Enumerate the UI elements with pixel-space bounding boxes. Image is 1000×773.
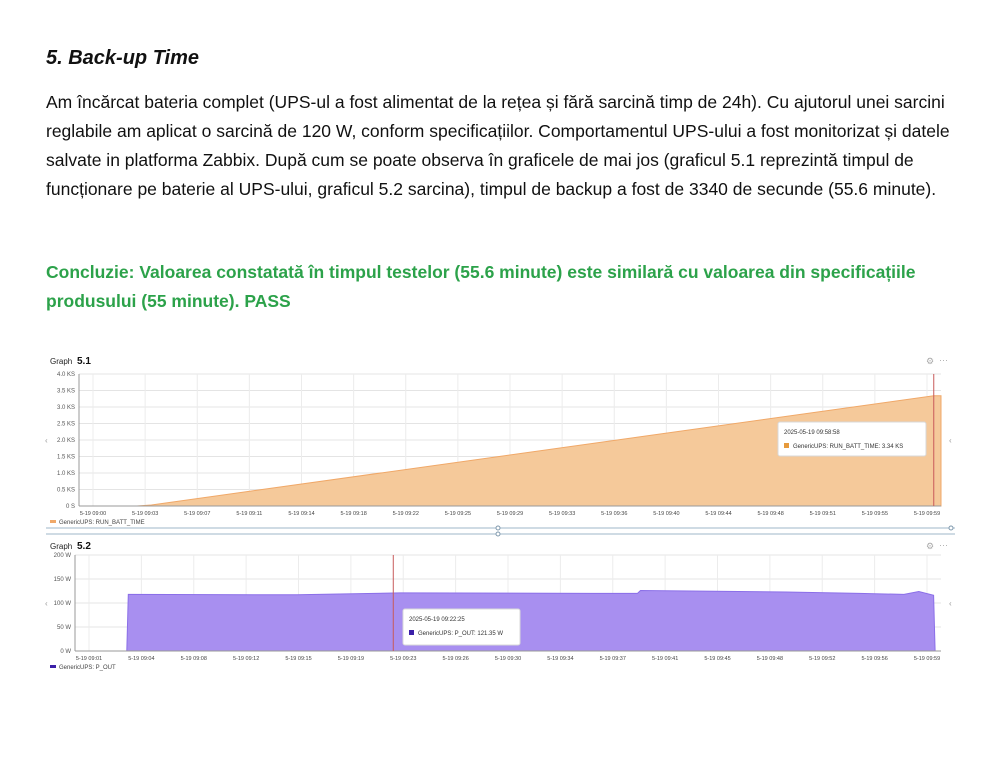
tooltip-value: GenericUPS: RUN_BATT_TIME: 3.34 KS — [793, 444, 904, 450]
y-tick-label: 100 W — [53, 601, 71, 607]
tooltip-box — [778, 422, 926, 456]
x-tick-label: 5-19 09:59 — [913, 511, 941, 517]
scroll-right-icon: ‹ — [949, 436, 952, 445]
y-tick-label: 50 W — [56, 625, 71, 631]
y-tick-label: 200 W — [53, 553, 71, 559]
x-tick-label: 5-19 09:48 — [757, 511, 784, 517]
x-tick-label: 5-19 09:40 — [653, 511, 680, 517]
y-tick-label: 0.5 KS — [56, 487, 75, 494]
tooltip-time: 2025-05-19 09:58:58 — [784, 430, 840, 436]
x-tick-label: 5-19 09:29 — [496, 511, 524, 517]
x-tick-label: 5-19 09:23 — [390, 656, 417, 662]
y-tick-label: 1.0 KS — [56, 471, 75, 477]
x-tick-label: 5-19 09:25 — [444, 511, 472, 517]
x-tick-label: 5-19 09:52 — [809, 656, 836, 662]
y-tick-label: 3.5 KS — [56, 388, 75, 395]
tooltip-swatch — [409, 630, 414, 635]
x-tick-label: 5-19 09:34 — [547, 656, 574, 662]
x-tick-label: 5-19 09:19 — [337, 656, 365, 662]
x-tick-label: 5-19 09:04 — [128, 656, 155, 662]
tooltip-time: 2025-05-19 09:22:25 — [409, 617, 465, 623]
legend-label: GenericUPS: RUN_BATT_TIME — [59, 520, 145, 526]
legend-swatch — [50, 665, 56, 668]
more-icon: ··· — [939, 355, 948, 365]
y-tick-label: 3.0 KS — [56, 405, 75, 411]
y-tick-label: 2.0 KS — [56, 438, 75, 444]
x-tick-label: 5-19 09:30 — [494, 656, 522, 662]
x-tick-label: 5-19 09:18 — [340, 511, 367, 517]
x-tick-label: 5-19 09:22 — [392, 511, 419, 517]
y-tick-label: 150 W — [53, 577, 71, 583]
gear-icon: ⚙ — [926, 541, 935, 551]
y-tick-label: 2.5 KS — [56, 421, 75, 428]
graph-number: 5.2 — [77, 541, 91, 552]
x-tick-label: 5-19 09:14 — [288, 511, 315, 517]
gear-icon: ⚙ — [926, 356, 935, 366]
graph-title-label: Graph — [50, 542, 73, 551]
x-tick-label: 5-19 09:59 — [913, 656, 941, 662]
x-tick-label: 5-19 09:11 — [236, 511, 263, 517]
graph-panel-5-1 — [46, 352, 955, 528]
y-tick-label: 0 W — [60, 649, 71, 655]
section-heading: 5. Back-up Time — [46, 47, 200, 69]
scroll-left-icon: ‹ — [45, 599, 48, 608]
x-tick-label: 5-19 09:00 — [79, 511, 107, 517]
tooltip-swatch — [784, 443, 789, 448]
body-paragraph: Am încărcat bateria complet (UPS-ul a fost alimentat de la rețea și fără sarcină timp de 24h). Cu ajutorul unei sarcini reglabile am aplicat o sarcină de 120 W, conform specificațiilor. Comportamentul UPS-ului a fost monitorizat și datele salvate in platforma Zabbix. După cum se poate observa în graficele de mai jos (graficul 5.1 reprezintă timpul de funcționare pe baterie al UPS-ului, graficul 5.2 sarcina), timpul de backup a fost de 3340 de secunde (55.6 minute). — [46, 92, 950, 199]
x-tick-label: 5-19 09:03 — [131, 511, 159, 517]
tooltip-box — [403, 609, 520, 645]
scroll-right-icon: ‹ — [949, 599, 952, 608]
x-tick-label: 5-19 09:01 — [75, 656, 103, 662]
x-tick-label: 5-19 09:15 — [285, 656, 312, 662]
more-icon: ··· — [939, 540, 948, 550]
y-tick-label: 1.5 KS — [56, 454, 75, 461]
graph-title-label: Graph — [50, 357, 73, 366]
x-tick-label: 5-19 09:08 — [180, 656, 207, 662]
legend-swatch — [50, 520, 56, 523]
x-tick-label: 5-19 09:41 — [651, 656, 679, 662]
x-tick-label: 5-19 09:44 — [705, 511, 732, 517]
x-tick-label: 5-19 09:36 — [601, 511, 628, 517]
x-tick-label: 5-19 09:48 — [756, 656, 784, 662]
graph-number: 5.1 — [77, 356, 91, 367]
y-tick-label: 0 S — [65, 504, 75, 510]
graph-panel-5-2 — [46, 537, 955, 673]
legend-label: GenericUPS: P_OUT — [59, 665, 116, 671]
tooltip-value: GenericUPS: P_OUT: 121.35 W — [418, 631, 504, 637]
x-tick-label: 5-19 09:12 — [232, 656, 260, 662]
scroll-left-icon: ‹ — [45, 436, 48, 445]
graph-5-1-svg — [46, 352, 955, 528]
x-tick-label: 5-19 09:56 — [861, 656, 888, 662]
x-tick-label: 5-19 09:07 — [184, 511, 211, 517]
x-tick-label: 5-19 09:51 — [809, 511, 836, 517]
x-tick-label: 5-19 09:33 — [548, 511, 576, 517]
conclusion-text: Concluzie: Valoarea constatată în timpul testelor (55.6 minute) este similară cu valoarea din specificațiile produsului (55 minute). PASS — [46, 262, 916, 311]
y-tick-label: 4.0 KS — [56, 372, 75, 378]
x-tick-label: 5-19 09:26 — [442, 656, 469, 662]
x-tick-label: 5-19 09:45 — [704, 656, 731, 662]
x-tick-label: 5-19 09:55 — [861, 511, 889, 517]
graph-5-2-svg — [46, 537, 955, 673]
x-tick-label: 5-19 09:37 — [599, 656, 626, 662]
